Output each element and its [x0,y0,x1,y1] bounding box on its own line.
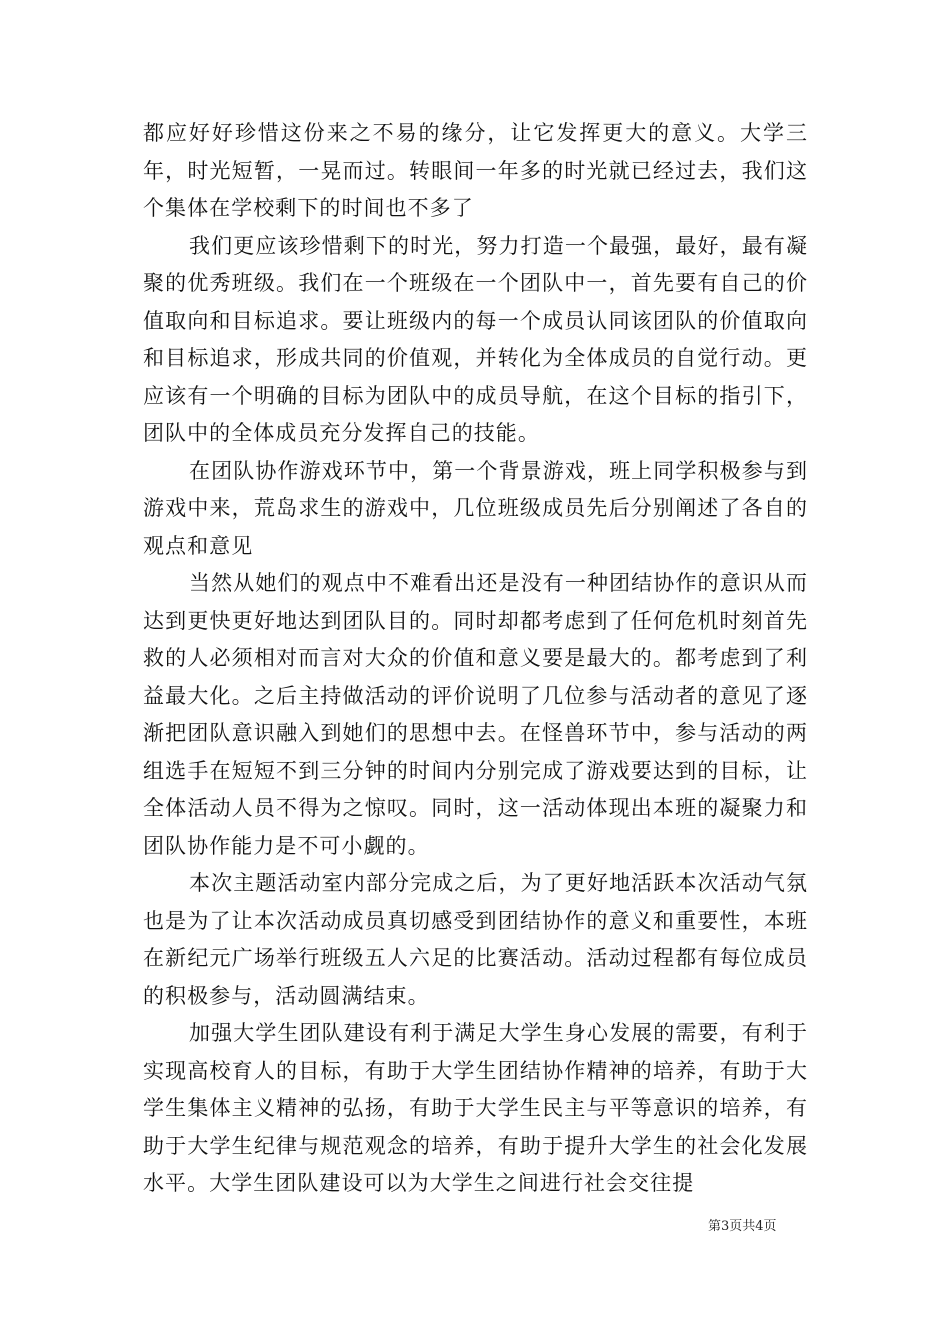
paragraph-5: 本次主题活动室内部分完成之后，为了更好地活跃本次活动气氛也是为了让本次活动成员真切感受到团结协作的意义和重要性，本班在新纪元广场举行班级五人六足的比赛活动。活动过程都有每位成员的积极参与，活动圆满结束。 [143,871,808,1008]
paragraph-1: 都应好好珍惜这份来之不易的缘分，让它发挥更大的意义。大学三年，时光短暂，一晃而过。转眼间一年多的时光就已经过去，我们这个集体在学校剩下的时间也不多了 [143,121,808,220]
page-number: 第3页共4页 [708,1219,777,1234]
paragraph-3: 在团队协作游戏环节中，第一个背景游戏，班上同学积极参与到游戏中来，荒岛求生的游戏中，几位班级成员先后分别阐述了各自的观点和意见 [143,458,808,558]
document-body [143,115,808,1203]
paragraph-4: 当然从她们的观点中不难看出还是没有一种团结协作的意识从而达到更快更好地达到团队目的。同时却都考虑到了任何危机时刻首先救的人必须相对而言对大众的价值和意义要是最大的。都考虑到了利益最大化。之后主持做活动的评价说明了几位参与活动者的意见了逐渐把团队意识融入到她们的思想中去。在怪兽环节中，参与活动的两组选手在短短不到三分钟的时间内分别完成了游戏要达到的目标，让全体活动人员不得为之惊叹。同时，这一活动体现出本班的凝聚力和团队协作能力是不可小觑的。 [143,571,808,858]
paragraph-6: 加强大学生团队建设有利于满足大学生身心发展的需要，有利于实现高校育人的目标，有助于大学生团结协作精神的培养，有助于大学生集体主义精神的弘扬，有助于大学生民主与平等意识的培养，有助于大学生纪律与规范观念的培养，有助于提升大学生的社会化发展水平。大学生团队建设可以为大学生之间进行社会交往提 [143,1021,808,1195]
paragraph-2: 我们更应该珍惜剩下的时光，努力打造一个最强，最好，最有凝聚的优秀班级。我们在一个班级在一个团队中一，首先要有自己的价值取向和目标追求。要让班级内的每一个成员认同该团队的价值取向和目标追求，形成共同的价值观，并转化为全体成员的自觉行动。更应该有一个明确的目标为团队中的成员导航，在这个目标的指引下，团队中的全体成员充分发挥自己的技能。 [143,233,808,445]
